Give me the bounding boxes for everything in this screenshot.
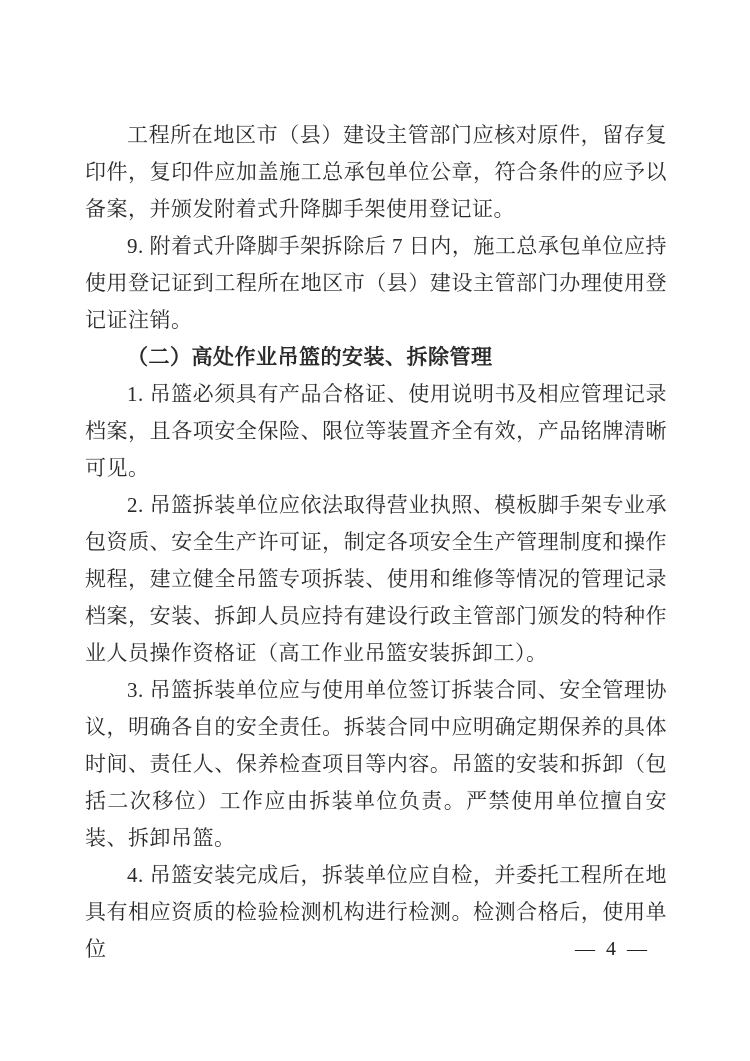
paragraph-item-2-qualifications: 2. 吊篮拆装单位应依法取得营业执照、模板脚手架专业承包资质、安全生产许可证，制定各项安全生产管理制度和操作规程，建立健全吊篮专项拆装、使用和维修等情况的管理记录档案，安装、拆卸人员应持有建设行政主管部门颁发的特种作业人员操作资格证（高工作业吊篮安装拆卸工）。 <box>85 493 667 665</box>
paragraph-filing-requirements: 工程所在地区市（县）建设主管部门应核对原件，留存复印件，复印件应加盖施工总承包单位公章，符合条件的应予以备案，并颁发附着式升降脚手架使用登记证。 <box>85 123 667 221</box>
paragraph-item-9-deregistration: 9. 附着式升降脚手架拆除后 7 日内，施工总承包单位应持使用登记证到工程所在地区市（县）建设主管部门办理使用登记证注销。 <box>85 234 667 332</box>
document-body <box>85 117 667 968</box>
page-footer <box>575 938 650 961</box>
paragraph-item-1-certificates: 1. 吊篮必须具有产品合格证、使用说明书及相应管理记录档案，且各项安全保险、限位等装置齐全有效，产品铭牌清晰可见。 <box>85 382 667 480</box>
paragraph-item-4-inspection: 4. 吊篮安装完成后，拆装单位应自检，并委托工程所在地具有相应资质的检验检测机构进行检测。检测合格后，使用单位 <box>85 863 667 961</box>
page-number: — 4 — <box>575 938 650 960</box>
paragraph-item-3-contracts: 3. 吊篮拆装单位应与使用单位签订拆装合同、安全管理协议，明确各自的安全责任。拆装合同中应明确定期保养的具体时间、责任人、保养检查项目等内容。吊篮的安装和拆卸（包括二次移位）工作应由拆装单位负责。严禁使用单位擅自安装、拆卸吊篮。 <box>85 678 667 850</box>
section-heading-gondola-management: （二）高处作业吊篮的安装、拆除管理 <box>127 345 493 369</box>
